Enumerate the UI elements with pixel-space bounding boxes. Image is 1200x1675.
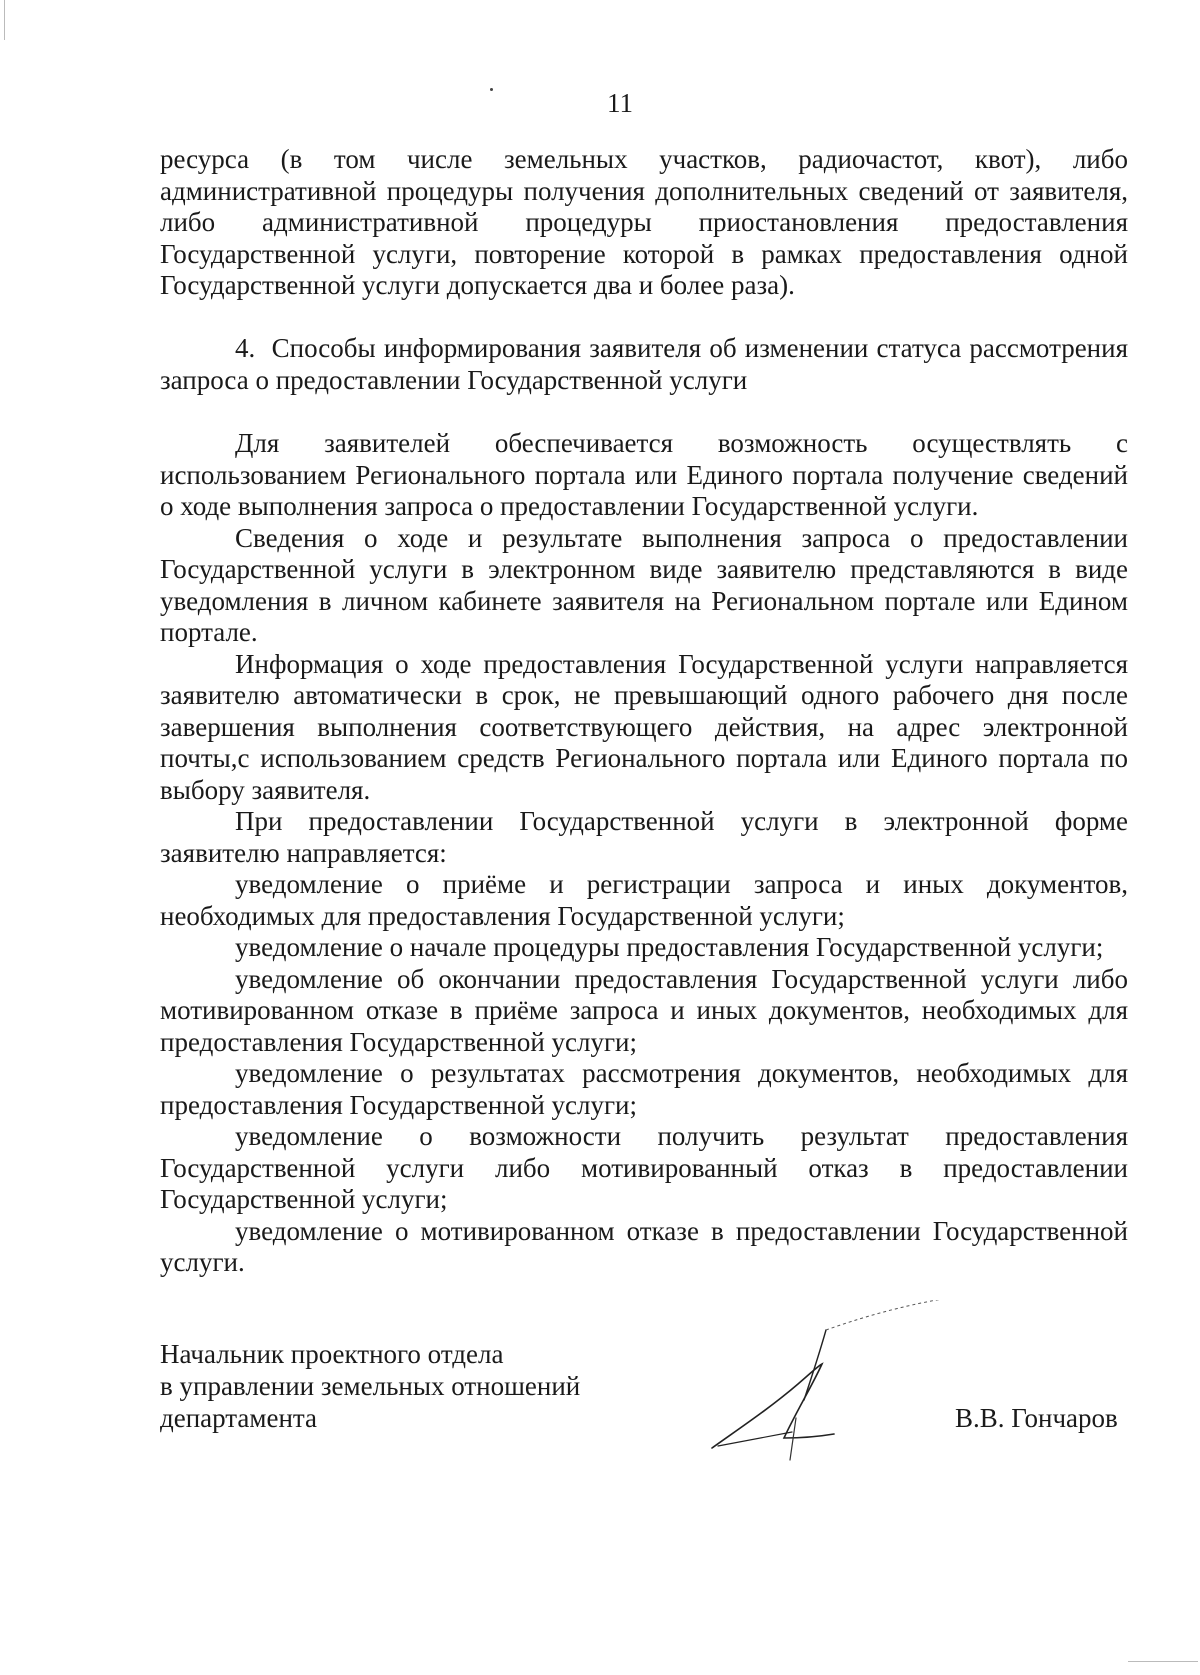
paragraph: Информация о ходе предоставления Государственной услуги направляется заявителю автоматически в срок, не превышающий одного рабочего дня после завершения выполнения соответствующего действия, на адрес электронной почты,с использованием средств Регионального портала или Единого портала по выбору заявителя. (160, 648, 1128, 805)
position-line: департамента (160, 1403, 318, 1433)
section-body (160, 428, 1128, 1279)
paragraph: Для заявителей обеспечивается возможность осуществлять с использованием Регионального портала или Единого портала получение сведений о ходе выполнения запроса о предоставлении Государственной услуги. (160, 428, 1128, 521)
notification-item: уведомление о результатах рассмотрения документов, необходимых для предоставления Государственной услуги; (160, 1058, 1128, 1120)
notification-item: уведомление о возможности получить результат предоставления Государственной услуги либо мотивированный отказ в предоставлении Государственной услуги; (160, 1121, 1128, 1214)
paragraph: При предоставлении Государственной услуги в электронной форме заявителю направляется: (160, 806, 1128, 868)
continued-paragraph: ресурса (в том числе земельных участков, радиочастот, квот), либо административной процедуры получения дополнительных сведений от заявителя, либо административной процедуры приостановления предоставления Государственной услуги, повторение которой в рамках предоставления одной Государственной услуги допускается два и более раза). (160, 144, 1128, 300)
paragraph: Сведения о ходе и результате выполнения запроса о предоставлении Государственной услуги в электронном виде заявителю представляются в виде уведомления в личном кабинете заявителя на Региональном портале или Едином портале. (160, 522, 1128, 647)
section-heading-block (160, 333, 1128, 396)
scan-edge-mark (4, 0, 5, 40)
page-number: 11 (607, 88, 633, 118)
signatory-position (160, 1338, 580, 1434)
section-heading: 4. Способы информирования заявителя об изменении статуса рассмотрения запроса о предоставлении Государственной услуги (160, 333, 1128, 395)
scan-edge-mark (1128, 1661, 1198, 1662)
notification-item: уведомление о начале процедуры предоставления Государственной услуги; (235, 932, 1104, 962)
notification-item: уведомление об окончании предоставления Государственной услуги либо мотивированном отказе в приёме запроса и иных документов, необходимых для предоставления Государственной услуги; (160, 963, 1128, 1057)
position-line: Начальник проектного отдела (160, 1339, 504, 1369)
signatory-name: В.В. Гончаров (955, 1403, 1118, 1433)
handwritten-signature (700, 1300, 960, 1470)
notification-item: уведомление о приёме и регистрации запроса и иных документов, необходимых для предоставления Государственной услуги; (160, 869, 1128, 931)
continued-paragraph-block (160, 144, 1128, 302)
position-line: в управлении земельных отношений (160, 1371, 581, 1401)
notification-item: уведомление о мотивированном отказе в предоставлении Государственной услуги. (160, 1215, 1128, 1277)
